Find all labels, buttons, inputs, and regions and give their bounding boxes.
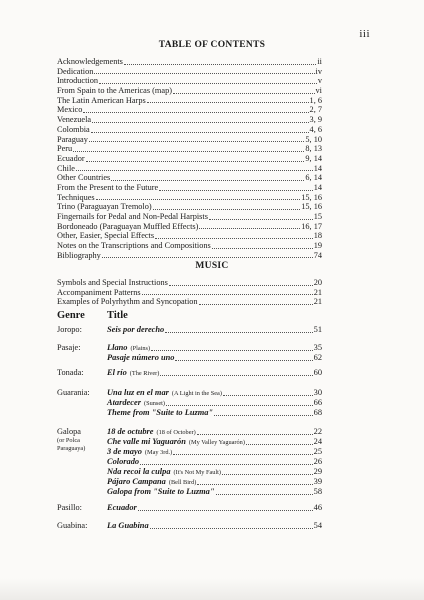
- dot-leader: [92, 116, 308, 123]
- toc-entry-page: 8, 13: [305, 144, 322, 154]
- title-entry-name: Pasaje número uno: [107, 353, 175, 362]
- toc-entry: [57, 115, 322, 125]
- dot-leader: [138, 504, 313, 511]
- toc-entry-title: Bordoneado (Paraguayan Muffled Effects): [57, 221, 199, 231]
- title-entry-translation: (Bell Bird): [168, 479, 197, 486]
- toc-entry-page: 4, 6: [309, 124, 322, 134]
- toc-entry-page: 6, 14: [305, 173, 322, 183]
- title-entry: [107, 353, 322, 363]
- toc-entry-title: Techniques: [57, 192, 95, 202]
- genre-name: Galopa: [57, 427, 81, 436]
- title-entry-page: 26: [313, 457, 322, 466]
- title-entry-translation: (May 3rd.): [144, 449, 173, 456]
- toc-entry-title: From Spain to the Americas (map): [57, 86, 172, 96]
- toc-entry-title: Accompaniment Patterns: [57, 287, 141, 297]
- title-entry: [107, 437, 322, 447]
- toc-entry-title: Other Countries: [57, 173, 111, 183]
- toc-entry-page: 9, 14: [305, 153, 322, 163]
- dot-leader: [173, 87, 315, 94]
- toc-entry-page: 19: [313, 241, 322, 251]
- toc-entry: [57, 241, 322, 251]
- title-entry: [107, 388, 322, 398]
- genre-items: [107, 427, 322, 497]
- toc-entry-page: 20: [313, 278, 322, 287]
- title-entry: [107, 368, 322, 378]
- title-entry-translation: (18 of October): [156, 429, 196, 436]
- genre-items: [107, 368, 322, 378]
- genre-block: [57, 343, 322, 363]
- title-entry-name: Galopa from "Suite to Luzma": [107, 487, 215, 496]
- toc-entry: [57, 193, 322, 203]
- dot-leader: [96, 193, 301, 200]
- page-number: iii: [359, 28, 370, 40]
- genre-items: [107, 325, 322, 335]
- title-entry-name: Theme from "Suite to Luzma": [107, 408, 214, 417]
- genre-subtitle: (or Polca Paraguaya): [57, 436, 86, 452]
- genre-name: Pasaje:: [57, 343, 81, 352]
- title-entry: [107, 477, 322, 487]
- toc-entry-page: 5, 10: [305, 134, 322, 144]
- title-entry-page: 68: [313, 408, 322, 417]
- genre-label: [57, 343, 107, 363]
- dot-leader: [94, 67, 314, 74]
- genre-block: [57, 388, 322, 418]
- title-entry-name: Pájaro Campana (Bell Bird): [107, 477, 197, 486]
- dot-leader: [197, 478, 312, 485]
- toc-entry-title: Colombia: [57, 124, 90, 134]
- dot-leader: [216, 488, 313, 495]
- title-entry-name: Che valle mi Yaguarón (My Valley Yaguarón): [107, 437, 245, 446]
- toc-entry-title: Paraguay: [57, 134, 88, 144]
- title-entry-name: El río (The River): [107, 368, 160, 377]
- toc-entry: [57, 202, 322, 212]
- toc-entry-page: 14: [313, 163, 322, 173]
- toc-entry: [57, 222, 322, 232]
- genre-name: Guarania:: [57, 388, 90, 397]
- title-entry-page: 46: [313, 503, 322, 512]
- toc-entry: [57, 278, 322, 288]
- toc-entry-page: vi: [315, 86, 322, 96]
- dot-leader: [99, 77, 317, 84]
- toc-entry: [57, 67, 322, 77]
- title-entry-name: Nda recoi la culpa (It's Not My Fault): [107, 467, 222, 476]
- toc-entry-page: iv: [315, 66, 322, 76]
- toc-entry: [57, 212, 322, 222]
- dot-leader: [197, 428, 313, 435]
- dot-leader: [76, 164, 313, 171]
- toc-entry-title: Mexico: [57, 105, 83, 115]
- toc-entry-title: Chile: [57, 163, 75, 173]
- title-entry: [107, 408, 322, 418]
- title-column-header: Title: [107, 310, 128, 321]
- dot-leader: [173, 448, 312, 455]
- title-entry: [107, 447, 322, 457]
- toc-entry-title: Introduction: [57, 76, 99, 86]
- title-entry-name: Seis por derecho: [107, 325, 165, 334]
- toc-entry-page: 16, 17: [301, 221, 322, 231]
- toc-entry-title: Acknowledgements: [57, 57, 123, 66]
- toc-entry: [57, 173, 322, 183]
- dot-leader: [73, 145, 304, 152]
- genre-header: [57, 310, 322, 321]
- toc-entry-title: Trino (Paraguayan Tremolo): [57, 202, 152, 212]
- title-entry-translation: (Sunset): [143, 400, 165, 407]
- toc-entry: [57, 231, 322, 241]
- dot-leader: [169, 279, 313, 286]
- toc-entry-title: Other, Easier, Special Effects: [57, 231, 155, 241]
- toc-entry: [57, 288, 322, 298]
- toc-entry: [57, 96, 322, 106]
- dot-leader: [222, 468, 313, 475]
- genre-label: [57, 325, 107, 335]
- toc-entry-page: 15, 16: [301, 202, 322, 212]
- genre-name: Pasillo:: [57, 503, 82, 512]
- toc-entry: [57, 251, 322, 261]
- dot-leader: [223, 389, 313, 396]
- title-entry-page: 62: [313, 353, 322, 362]
- toc-entry-title: Venezuela: [57, 115, 92, 125]
- title-entry-name: Una luz en el mar (A Light in the Sea): [107, 388, 222, 397]
- dot-leader: [175, 354, 312, 361]
- toc-entry-page: 74: [313, 250, 322, 260]
- toc-entry-page: 21: [313, 297, 322, 307]
- toc-entry: [57, 86, 322, 96]
- title-entry-page: 24: [313, 437, 322, 446]
- genre-block: [57, 427, 322, 497]
- title-entry: [107, 467, 322, 477]
- toc-entry: [57, 135, 322, 145]
- title-entry-translation: (Plains): [130, 345, 151, 352]
- title-entry-translation: (My Valley Yaguarón): [188, 439, 245, 446]
- dot-leader: [199, 222, 300, 229]
- music-list: [57, 278, 322, 307]
- dot-leader: [214, 409, 313, 416]
- dot-leader: [150, 522, 313, 529]
- genre-name: Joropo:: [57, 325, 82, 334]
- genre-block: [57, 503, 322, 513]
- genre-label: [57, 521, 107, 531]
- dot-leader: [142, 288, 313, 295]
- toc-entry-page: 15: [313, 212, 322, 221]
- title-entry: [107, 398, 322, 408]
- title-entry: [107, 503, 322, 513]
- title-entry-name: 3 de mayo (May 3rd.): [107, 447, 173, 456]
- dot-leader: [209, 213, 313, 220]
- toc-list: [57, 57, 322, 260]
- genre-name: Tonada:: [57, 368, 84, 377]
- title-entry-name: Ecuador: [107, 503, 137, 512]
- dot-leader: [86, 155, 305, 162]
- toc-entry: [57, 105, 322, 115]
- title-entry-page: 60: [313, 368, 322, 377]
- toc-entry-page: v: [317, 76, 322, 86]
- toc-entry-page: 1, 6: [309, 95, 322, 105]
- toc-entry: [57, 154, 322, 164]
- title-entry-name: Llano (Plains): [107, 343, 151, 352]
- toc-entry-page: 18: [313, 231, 322, 241]
- title-entry-translation: (A Light in the Sea): [171, 390, 222, 397]
- dot-leader: [246, 438, 313, 445]
- dot-leader: [89, 135, 305, 142]
- toc-entry: [57, 57, 322, 67]
- title-entry-page: 22: [313, 427, 322, 436]
- dot-leader: [147, 96, 309, 103]
- dot-leader: [91, 126, 309, 133]
- dot-leader: [153, 203, 301, 210]
- title-entry-name: La Guabina: [107, 521, 149, 530]
- dot-leader: [160, 369, 312, 376]
- dot-leader: [155, 232, 313, 239]
- toc-entry-page: ii: [317, 57, 322, 66]
- title-entry-page: 30: [313, 388, 322, 397]
- toc-entry-title: Notes on the Transcriptions and Compositions: [57, 241, 211, 251]
- toc-entry: [57, 164, 322, 174]
- title-entry: [107, 487, 322, 497]
- title-entry-translation: (The River): [129, 370, 160, 377]
- title-entry-page: 54: [313, 521, 322, 530]
- toc-entry-page: 21: [313, 287, 322, 297]
- genre-items: [107, 503, 322, 513]
- dot-leader: [111, 174, 304, 181]
- dot-leader: [199, 298, 313, 305]
- toc-entry-title: Symbols and Special Instructions: [57, 278, 168, 287]
- dot-leader: [212, 242, 313, 249]
- toc-entry: [57, 144, 322, 154]
- dot-leader: [140, 458, 313, 465]
- dot-leader: [151, 344, 313, 351]
- title-entry-page: 58: [313, 487, 322, 496]
- genre-items: [107, 521, 322, 531]
- toc-heading: TABLE OF CONTENTS: [158, 40, 266, 50]
- toc-entry: [57, 297, 322, 307]
- dot-leader: [165, 326, 312, 333]
- toc-entry-title: From the Present to the Future: [57, 182, 159, 192]
- toc-entry-page: 14: [313, 182, 322, 192]
- toc-entry-title: Ecuador: [57, 153, 85, 163]
- dot-leader: [124, 58, 316, 65]
- music-heading: MUSIC: [195, 261, 229, 271]
- toc-entry-title: Bibliography: [57, 250, 101, 260]
- toc-entry: [57, 76, 322, 86]
- title-entry: [107, 457, 322, 467]
- toc-entry-page: 2, 7: [309, 105, 322, 115]
- dot-leader: [102, 251, 313, 258]
- dot-leader: [166, 399, 313, 406]
- toc-entry-page: 15, 16: [301, 192, 322, 202]
- genre-block: [57, 521, 322, 531]
- title-entry: [107, 521, 322, 531]
- title-entry: [107, 325, 322, 335]
- title-entry-page: 66: [313, 398, 322, 407]
- genre-column-header: Genre: [57, 310, 85, 321]
- toc-entry: [57, 125, 322, 135]
- title-entry-name: 18 de octubre (18 of October): [107, 427, 196, 436]
- genre-label: [57, 368, 107, 378]
- genre-name: Guabina:: [57, 521, 88, 530]
- title-entry-page: 25: [313, 447, 322, 456]
- toc-entry-title: Examples of Polyrhythm and Syncopation: [57, 297, 198, 307]
- title-entry-name: Colorado: [107, 457, 140, 466]
- title-entry-page: 51: [313, 325, 322, 334]
- title-entry-name: Atardecer (Sunset): [107, 398, 165, 407]
- toc-entry-title: The Latin American Harps: [57, 95, 146, 105]
- genre-block: [57, 325, 322, 335]
- toc-entry: [57, 183, 322, 193]
- title-entry-translation: (It's Not My Fault): [173, 469, 222, 476]
- dot-leader: [159, 184, 313, 191]
- toc-entry-title: Peru: [57, 144, 73, 154]
- genre-items: [107, 388, 322, 418]
- genre-block: [57, 368, 322, 378]
- title-entry: [107, 343, 322, 353]
- title-entry-page: 35: [313, 343, 322, 352]
- title-entry-page: 39: [313, 477, 322, 486]
- dot-leader: [83, 106, 308, 113]
- title-entry-page: 29: [313, 467, 322, 476]
- title-entry: [107, 427, 322, 437]
- toc-entry-page: 3, 9: [309, 115, 322, 125]
- genre-items: [107, 343, 322, 363]
- genre-label: [57, 427, 107, 497]
- toc-entry-title: Fingernails for Pedal and Non-Pedal Harpists: [57, 212, 208, 221]
- genre-label: [57, 503, 107, 513]
- genre-label: [57, 388, 107, 418]
- toc-entry-title: Dedication: [57, 66, 94, 76]
